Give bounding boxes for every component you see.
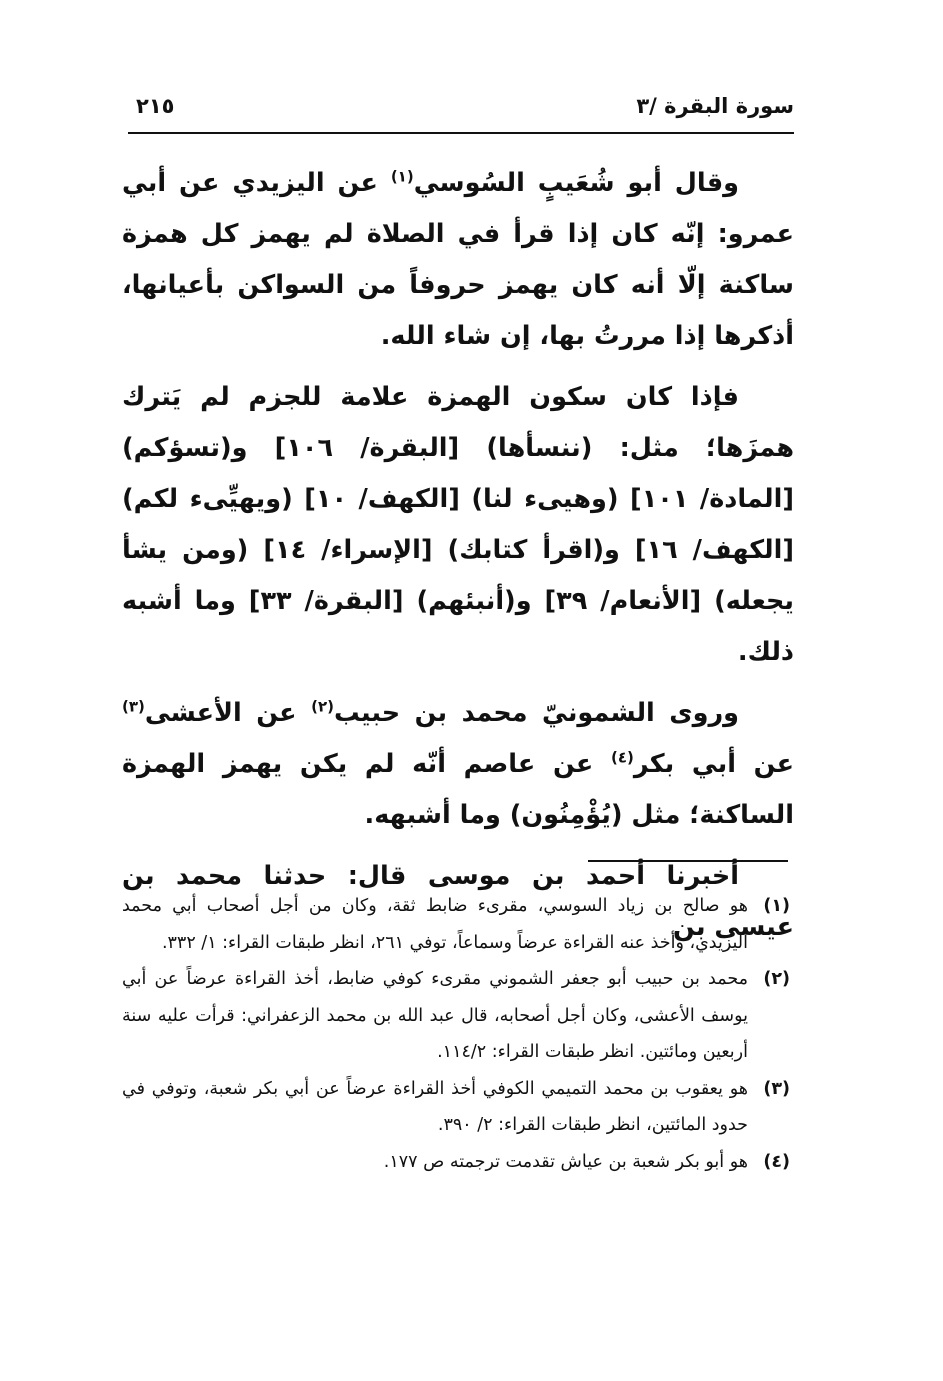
paragraph-1 (122, 158, 794, 362)
footnote-text: هو صالح بن زياد السوسي، مقرىء ضابط ثقة، وكان من أجل أصحاب أبي محمد اليزيدي، وأخذ عنه القراءة عرضاً وسماعاً، توفي ٢٦١، انظر طبقات القراء: ١/ ٣٣٢. (122, 896, 748, 953)
footnote-ref-2: (٢) (311, 697, 334, 716)
paragraph-3 (122, 688, 794, 841)
paragraph-1-part-1: وقال أبو شُعَيبٍ السُوسي (413, 168, 740, 198)
footnote-3 (122, 1071, 790, 1144)
paragraph-3-part-2: عن الأعشى (144, 698, 312, 728)
page-number: ٢١٥ (136, 94, 175, 118)
footnote-number: (٣) (763, 1078, 790, 1099)
footnotes (122, 888, 790, 1180)
footnote-text: هو أبو بكر شعبة بن عياش تقدمت ترجمته ص ١٧٧. (383, 1151, 748, 1172)
footnote-number: (٤) (763, 1151, 790, 1172)
footnote-text: محمد بن حبيب أبو جعفر الشموني مقرىء كوفي ضابط، أخذ القراءة عرضاً عن أبي يوسف الأعشى، وكان أجل أصحابه، قال عبد الله بن محمد الزعفراني: قرأت عليه سنة أربعين ومائتين. انظر طبقات القراء: ١١٤/٢. (122, 969, 748, 1062)
paragraph-3-part-1: وروى الشمونيّ محمد بن حبيب (333, 698, 739, 728)
footnote-2 (122, 961, 790, 1071)
running-header (128, 92, 794, 134)
footnote-ref-4: (٤) (611, 748, 634, 767)
footnote-text: هو يعقوب بن محمد التميمي الكوفي أخذ القراءة عرضاً عن أبي بكر شعبة، وتوفي في حدود المائتين، انظر طبقات القراء: ٢/ ٣٩٠. (122, 1078, 748, 1135)
footnote-number: (١) (763, 896, 790, 916)
footnote-4 (122, 1144, 790, 1181)
footnote-separator (588, 860, 788, 862)
footnote-ref-1: (١) (390, 167, 414, 186)
paragraph-3-part-4: عن عاصم أنّه لم يكن يهمز الهمزة الساكنة؛ مثل (يُؤْمِنُون) وما أشبهه. (122, 749, 794, 830)
surah-title: سورة البقرة /٣ (636, 94, 794, 118)
footnote-1 (122, 888, 790, 961)
paragraph-3-part-3: عن أبي بكر (633, 749, 795, 779)
footnote-number: (٢) (763, 969, 790, 989)
footnote-ref-3: (٣) (122, 697, 145, 716)
paragraph-2: فإذا كان سكون الهمزة علامة للجزم لم يَترك همزَها؛ مثل: (ننسأها) [البقرة/ ١٠٦] و(تسؤكم) [المادة/ ١٠١] (وهيىء لنا) [الكهف/ ١٠] (ويهيِّىء لكم) [الكهف/ ١٦] و(اقرأ كتابك) [الإسراء/ ١٤] (ومن يشأ يجعله) [الأنعام/ ٣٩] و(أنبئهم) [البقرة/ ٣٣] وما أشبه ذلك. (122, 382, 795, 667)
paragraph-4: أخبرنا أحمد بن موسى قال: حدثنا محمد بن عيسى بن (122, 861, 794, 942)
main-text (122, 158, 794, 963)
paragraph-1-part-2: عن اليزيدي عن أبي عمرو: إنّه كان إذا قرأ في الصلاة لم يهمز كل همزة ساكنة إلّا أنه كان يهمز حروفاً من السواكن بأعيانها، أذكرها إذا مررتُ بها، إن شاء الله. (122, 168, 794, 351)
